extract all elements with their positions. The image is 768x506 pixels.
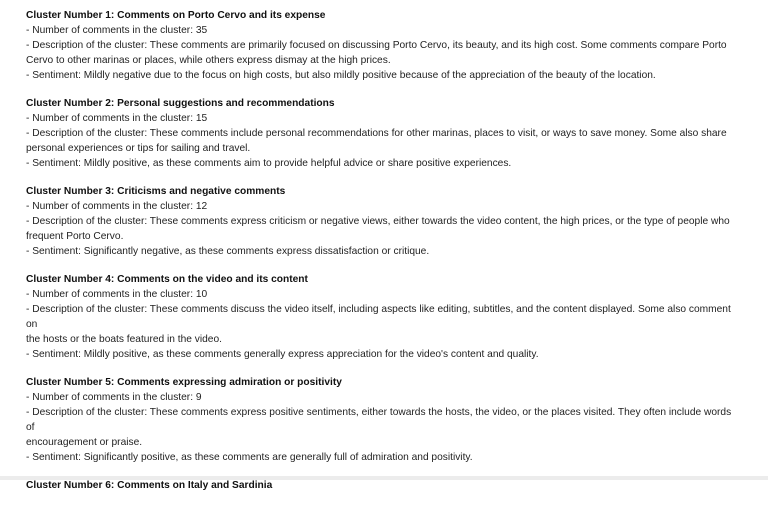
cluster-description-line-2: the hosts or the boats featured in the video.: [26, 334, 222, 345]
cluster-sentiment: - Sentiment: Mildly positive, as these comments aim to provide helpful advice or share positive experiences.: [26, 158, 512, 169]
cluster-4: [26, 272, 738, 362]
cluster-title: Cluster Number 3: Criticisms and negative comments: [26, 186, 286, 197]
cluster-description-line-1: - Description of the cluster: These comments include personal recommendations for other marinas, places to visit, or ways to save money. Some also share: [26, 128, 727, 139]
cluster-count: - Number of comments in the cluster: 12: [26, 201, 208, 212]
cluster-title: Cluster Number 2: Personal suggestions and recommendations: [26, 98, 335, 109]
cluster-title: Cluster Number 5: Comments expressing admiration or positivity: [26, 377, 342, 388]
cluster-sentiment: - Sentiment: Significantly negative, as these comments express dissatisfaction or critique.: [26, 246, 430, 257]
cluster-6: [26, 478, 738, 493]
cluster-sentiment: - Sentiment: Mildly negative due to the focus on high costs, but also mildly positive because of the appreciation of the beauty of the location.: [26, 70, 656, 81]
cluster-description-line-1: - Description of the cluster: These comments discuss the video itself, including aspects like editing, subtitles, and the content displayed. Some also comment on: [26, 304, 731, 330]
cluster-1: [26, 8, 738, 83]
cluster-description-line-2: encouragement or praise.: [26, 437, 143, 448]
cluster-title: Cluster Number 1: Comments on Porto Cervo and its expense: [26, 10, 326, 21]
cluster-count: - Number of comments in the cluster: 10: [26, 289, 208, 300]
cluster-3: [26, 184, 738, 259]
cluster-description-line-2: personal experiences or tips for sailing and travel.: [26, 143, 251, 154]
cluster-description-line-1: - Description of the cluster: These comments express criticism or negative views, either towards the video content, the high prices, or the type of people who: [26, 216, 730, 227]
cluster-count: - Number of comments in the cluster: 9: [26, 392, 202, 403]
bottom-divider: [0, 476, 768, 480]
cluster-2: [26, 96, 738, 171]
cluster-title: Cluster Number 6: Comments on Italy and Sardinia: [26, 480, 273, 491]
cluster-5: [26, 375, 738, 465]
cluster-sentiment: - Sentiment: Mildly positive, as these comments generally express appreciation for the video's content and quality.: [26, 349, 539, 360]
cluster-sentiment: - Sentiment: Significantly positive, as these comments are generally full of admiration and positivity.: [26, 452, 473, 463]
cluster-description-line-1: - Description of the cluster: These comments are primarily focused on discussing Porto Cervo, its beauty, and its high cost. Some comments compare Porto: [26, 40, 727, 51]
cluster-summary-document: [26, 8, 738, 506]
cluster-description-line-2: Cervo to other marinas or places, while others express dismay at the high prices.: [26, 55, 391, 66]
cluster-count: - Number of comments in the cluster: 15: [26, 113, 208, 124]
cluster-title: Cluster Number 4: Comments on the video and its content: [26, 274, 308, 285]
cluster-count: - Number of comments in the cluster: 35: [26, 25, 208, 36]
cluster-description-line-1: - Description of the cluster: These comments express positive sentiments, either towards the hosts, the video, or the places visited. They often include words of: [26, 407, 732, 433]
cluster-description-line-2: frequent Porto Cervo.: [26, 231, 124, 242]
